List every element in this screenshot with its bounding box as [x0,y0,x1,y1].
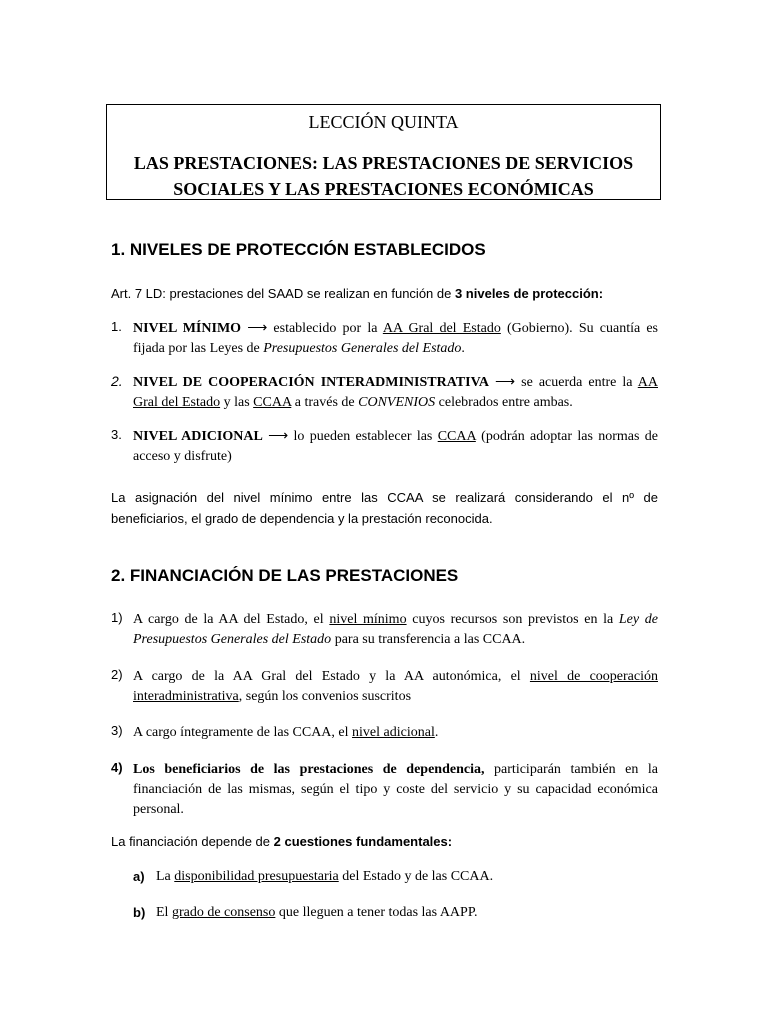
section-1-intro-bold: 3 niveles de protección: [454,286,604,301]
item-bold: NIVEL ADICIONAL [133,429,263,444]
item-text-part: . [461,341,465,356]
title-box [106,104,661,200]
section-2-heading: 2. FINANCIACIÓN DE LAS PRESTACIONES [111,566,459,585]
sub-item-text [156,905,478,921]
section-1-intro-text: Art. 7 LD: prestaciones del SAAD se realizan en función de [111,286,455,301]
item-number: 1) [111,610,123,625]
title-line-1: LAS PRESTACIONES: LAS PRESTACIONES DE SERVICIOS [133,153,634,173]
item-text-part: cuyos recursos son previstos en la [406,612,619,627]
item-text-part: (podrán adoptar las normas de acceso y disfrute) [133,429,658,464]
funding-item [111,723,658,745]
item-number: 2) [111,667,123,682]
item-text-part: participarán también en la financiación de las mismas, según el tipo y coste del servicio y su capacidad económica personal. [133,762,659,817]
funding-item [111,610,658,652]
lesson-title [107,150,660,202]
sub-item-letter: b) [133,905,146,920]
item-underlined: nivel adicional [352,725,435,740]
item-text [133,760,658,820]
item-text-part: celebrados entre ambas. [435,395,573,410]
item-text-part: A cargo de la AA del Estado, el [133,612,330,627]
item-text [133,319,658,359]
item-text-part: A cargo de la AA Gral del Estado y la AA autonómica, el [133,669,530,684]
item-text-part: ⟶ lo pueden establecer las [262,429,438,444]
item-text [133,427,658,467]
item-italic: CONVENIOS [358,395,436,410]
title-line-2: SOCIALES Y LAS PRESTACIONES ECONÓMICAS [173,179,594,199]
item-number: 3) [111,723,123,738]
item-text-part: a través de [291,395,359,410]
item-underlined: nivel de cooperación interadministrativa [133,669,658,704]
item-text [133,667,658,707]
item-text-part: , según los convenios suscritos [238,689,412,704]
item-text-part: para su transferencia a las CCAA. [331,632,526,647]
item-underlined: disponibilidad presupuestaria [174,869,339,884]
section-2-intro [111,834,452,849]
sub-item-letter: a) [133,869,145,884]
item-underlined: AA Gral del Estado [133,375,658,410]
item-text-part: . [434,725,439,740]
item-text-part: La [156,869,175,884]
section-2-intro-bold: 2 cuestiones fundamentales: [273,834,453,849]
item-text-part: (Gobierno). Su cuantía es fijada por las Leyes de [133,321,658,356]
item-italic: Ley de Presupuestos Generales del Estado [133,612,658,647]
item-bold: NIVEL MÍNIMO [133,321,242,336]
item-underlined: nivel mínimo [329,612,407,627]
funding-item [111,760,658,822]
item-number: 3. [111,427,122,442]
item-text-part: ⟶ se acuerda entre la [488,375,638,390]
item-text-part: El [156,905,172,920]
item-number: 2. [111,373,123,389]
item-bold: Los beneficiarios de las prestaciones de dependencia, [133,762,485,777]
section-1-closing: La asignación del nivel mínimo entre las CCAA se realizará considerando el nº de beneficiarios, el grado de dependencia y la prestación reconocida. [111,490,658,526]
level-item [111,373,658,415]
item-text-part: y las [220,395,254,410]
section-1-intro [111,286,603,301]
item-bold: NIVEL DE COOPERACIÓN INTERADMINISTRATIVA [133,375,489,390]
sub-item-text [156,869,493,885]
item-number: 1. [111,319,122,334]
item-text [133,610,658,650]
item-text-part: que lleguen a tener todas las AAPP. [275,905,478,920]
funding-item [111,667,658,709]
item-underlined: CCAA [253,395,292,410]
item-text-part: ⟶ establecido por la [241,321,383,336]
item-underlined: CCAA [437,429,476,444]
item-text [133,373,658,413]
item-text-part: A cargo íntegramente de las CCAA, el [133,725,353,740]
item-italic: Presupuestos Generales del Estado [263,341,462,356]
section-1-heading: 1. NIVELES DE PROTECCIÓN ESTABLECIDOS [111,240,486,259]
level-item [111,427,658,469]
item-underlined: grado de consenso [171,905,276,920]
lesson-label: LECCIÓN QUINTA [308,112,459,132]
level-item [111,319,658,361]
item-text-part: del Estado y de las CCAA. [338,869,494,884]
item-number: 4) [111,760,123,775]
item-text [133,723,658,743]
item-underlined: AA Gral del Estado [382,321,501,336]
section-2-intro-text: La financiación depende de [111,834,274,849]
